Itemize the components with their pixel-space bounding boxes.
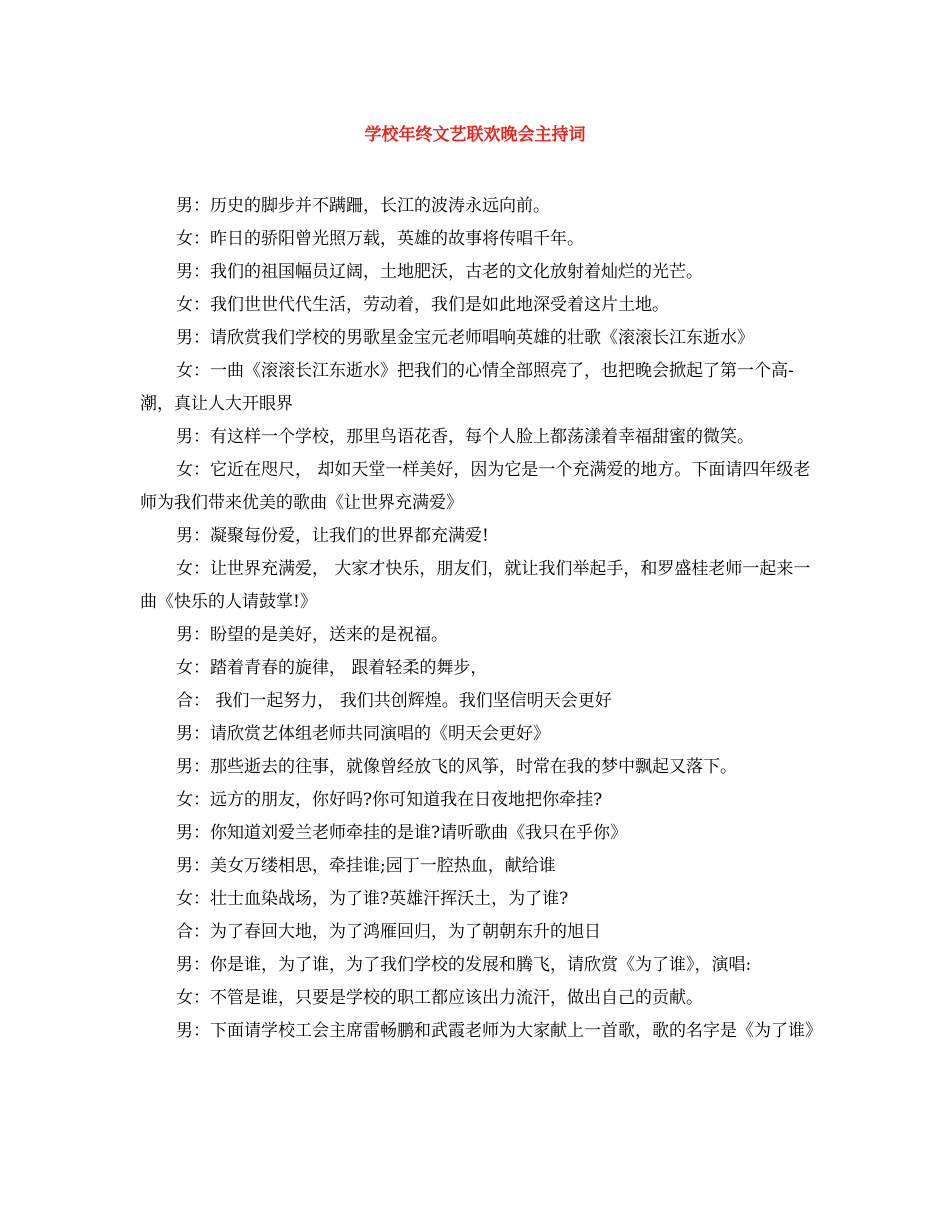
paragraph: 女：远方的朋友，你好吗?你可知道我在日夜地把你牵挂? [176,790,603,810]
paragraph: 女：昨日的骄阳曾光照万载，英雄的故事将传唱千年。 [176,229,584,249]
paragraph: 男：请欣赏艺体组老师共同演唱的《明天会更好》 [176,724,550,744]
paragraph: 男：有这样一个学校，那里鸟语花香，每个人脸上都荡漾着幸福甜蜜的微笑。 [176,427,754,447]
paragraph: 女：壮士血染战场，为了谁?英雄汗挥沃土，为了谁? [176,889,569,909]
paragraph: 合： 我们一起努力， 我们共创辉煌。我们坚信明天会更好 [176,691,612,711]
paragraph: 女：一曲《滚滚长江东逝水》把我们的心情全部照亮了，也把晚会掀起了第一个高-潮，真让人大开眼界 [140,361,794,414]
paragraph: 男：那些逝去的往事，就像曾经放飞的风筝，时常在我的梦中飘起又落下。 [176,757,737,777]
paragraph: 男：美女万缕相思，牵挂谁;园丁一腔热血，献给谁 [176,856,556,876]
paragraph: 男：凝聚每份爱，让我们的世界都充满爱! [176,526,489,546]
document-title: 学校年终文艺联欢晚会主持词 [364,125,586,145]
paragraph: 男：我们的祖国幅员辽阔，土地肥沃，古老的文化放射着灿烂的光芒。 [176,262,703,282]
paragraph: 男：历史的脚步并不蹒跚，长江的波涛永远向前。 [176,196,550,216]
paragraph: 女：踏着青春的旋律， 跟着轻柔的舞步， [176,658,488,678]
paragraph: 女：我们世世代代生活，劳动着，我们是如此地深受着这片土地。 [176,295,669,315]
paragraph: 女：让世界充满爱， 大家才快乐，朋友们，就让我们举起手，和罗盛桂老师一起来一曲《快乐的人请鼓掌!》 [140,559,811,612]
paragraph: 男：下面请学校工会主席雷畅鹏和武霞老师为大家献上一首歌，歌的名字是《为了谁》 [176,1021,822,1041]
paragraph: 合：为了春回大地，为了鸿雁回归，为了朝朝东升的旭日 [176,922,601,942]
paragraph: 男：你是谁，为了谁，为了我们学校的发展和腾飞，请欣赏《为了谁》，演唱: [176,955,752,975]
paragraph: 女：它近在咫尺， 却如天堂一样美好，因为它是一个充满爱的地方。下面请四年级老师为我们带来优美的歌曲《让世界充满爱》 [140,460,811,513]
paragraph: 女：不管是谁，只要是学校的职工都应该出力流汗，做出自己的贡献。 [176,988,703,1008]
paragraph: 男：盼望的是美好，送来的是祝福。 [176,625,448,645]
paragraph: 男：请欣赏我们学校的男歌星金宝元老师唱响英雄的壮歌《滚滚长江东逝水》 [176,328,754,348]
document-body [140,190,824,1048]
paragraph: 男：你知道刘爱兰老师牵挂的是谁?请听歌曲《我只在乎你》 [176,823,628,843]
